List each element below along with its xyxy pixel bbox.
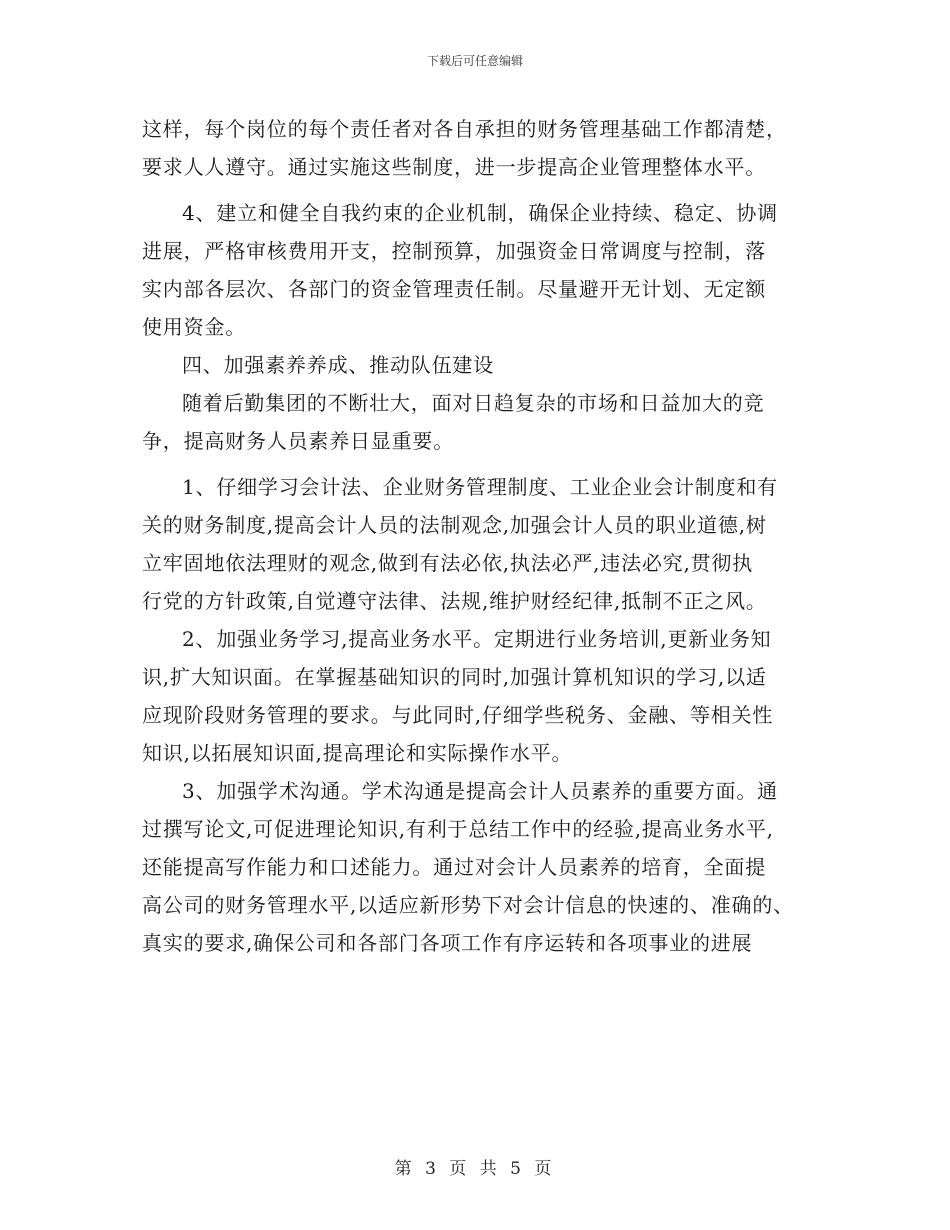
body-line: 关的财务制度,提高会计人员的法制观念,加强会计人员的职业道德,树 — [142, 513, 767, 537]
page-header-note: 下载后可任意编辑 — [426, 54, 523, 68]
paragraph-4-line: 4、建立和健全自我约束的企业机制，确保企业持续、稳定、协调 — [182, 201, 778, 225]
body-line: 行党的方针政策,自觉遵守法律、法规,维护财经纪律,抵制不正之风。 — [142, 589, 767, 613]
body-line: 还能提高写作能力和口述能力。通过对会计人员素养的培育，全面提 — [142, 855, 766, 879]
body-line: 实内部各层次、各部门的资金管理责任制。尽量避开无计划、无定额 — [142, 277, 766, 301]
document-body — [142, 110, 822, 962]
body-line: 识,扩大知识面。在掌握基础知识的同时,加强计算机知识的学习,以适 — [142, 665, 767, 689]
body-line: 过撰写论文,可促进理论知识,有利于总结工作中的经验,提高业务水平, — [142, 817, 774, 841]
paragraph-3-line: 3、加强学术沟通。学术沟通是提高会计人员素养的重要方面。通 — [182, 779, 778, 803]
body-line: 争，提高财务人员素养日显重要。 — [142, 429, 454, 453]
body-line: 应现阶段财务管理的要求。与此同时,仔细学些税务、金融、等相关性 — [142, 703, 774, 727]
page-number: 第 3 页 共 5 页 — [394, 1159, 556, 1179]
body-line: 使用资金。 — [142, 315, 246, 339]
body-line: 真实的要求,确保公司和各部门各项工作有序运转和各项事业的进展 — [142, 931, 753, 955]
body-line: 这样，每个岗位的每个责任者对各自承担的财务管理基础工作都清楚， — [142, 117, 787, 141]
body-line: 进展，严格审核费用开支，控制预算，加强资金日常调度与控制，落 — [142, 239, 766, 263]
body-line: 立牢固地依法理财的观念,做到有法必依,执法必严,违法必究,贯彻执 — [142, 551, 754, 575]
paragraph-1-line: 1、仔细学习会计法、企业财务管理制度、工业企业会计制度和有 — [182, 475, 778, 499]
section-heading: 四、加强素养养成、推动队伍建设 — [182, 353, 494, 377]
body-line: 要求人人遵守。通过实施这些制度，进一步提高企业管理整体水平。 — [142, 155, 766, 179]
body-line: 高公司的财务管理水平,以适应新形势下对会计信息的快速的、准确的、 — [142, 893, 794, 917]
body-line: 随着后勤集团的不断壮大，面对日趋复杂的市场和日益加大的竞 — [182, 391, 765, 415]
paragraph-2-line: 2、加强业务学习,提高业务水平。定期进行业务培训,更新业务知 — [182, 627, 772, 651]
body-line: 知识,以拓展知识面,提高理论和实际操作水平。 — [142, 741, 573, 765]
